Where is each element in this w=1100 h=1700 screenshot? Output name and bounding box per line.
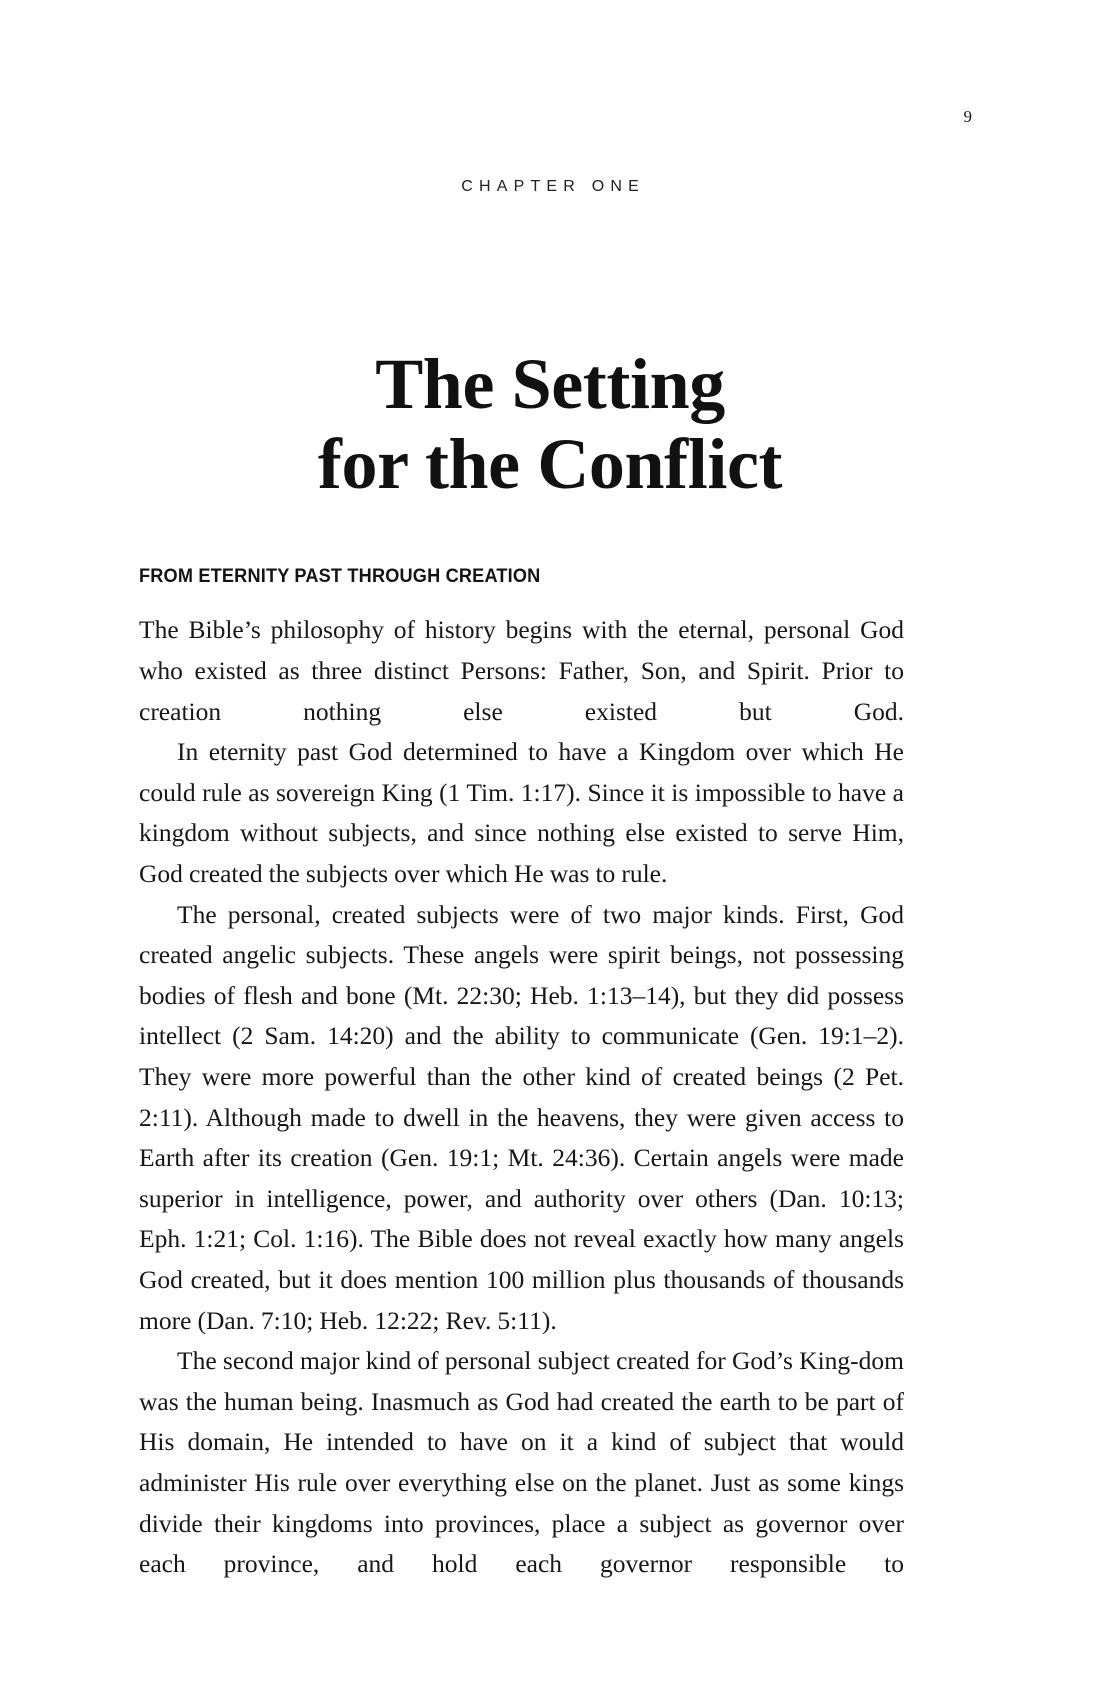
body-paragraph-2: In eternity past God determined to have a Kingdom over which He could rule as sovereign King (1 Tim. 1:17). Since it is impossible to have a kingdom without subjects, and since nothing else existed to serve Him, God created the subjects over which He was to rule.: [139, 737, 904, 888]
body-paragraph-4: The second major kind of personal subject created for God’s King-dom was the human being. Inasmuch as God had created the earth to be part of His domain, He intended to have on it a kind of subject that would administer His rule over everything else on the planet. Just as some kings divide their kingdoms into provinces, place a subject as governor over each province, and hold each governor responsible to: [139, 1346, 904, 1579]
chapter-eyebrow-label: CHAPTER ONE: [461, 178, 645, 195]
text-column: [139, 566, 904, 1585]
body-paragraph-1: The Bible’s philosophy of history begins with the eternal, personal God who existed as three distinct Persons: Father, Son, and Spirit. Prior to creation nothing else existed but God.: [139, 615, 904, 726]
page-title-line-2: for the Conflict: [317, 424, 783, 505]
page-number: 9: [963, 107, 972, 126]
page-title: [0, 344, 1100, 505]
page-title-line-1: The Setting: [375, 344, 725, 425]
section-heading: FROM ETERNITY PAST THROUGH CREATION: [139, 565, 541, 587]
body-paragraph-3: The personal, created subjects were of two major kinds. First, God created angelic subjects. These angels were spirit beings, not possessing bodies of flesh and bone (Mt. 22:30; Heb. 1:13–14), but they did possess intellect (2 Sam. 14:20) and the ability to communicate (Gen. 19:1–2). They were more powerful than the other kind of created beings (2 Pet. 2:11). Although made to dwell in the heavens, they were given access to Earth after its creation (Gen. 19:1; Mt. 24:36). Certain angels were made superior in intelligence, power, and authority over others (Dan. 10:13; Eph. 1:21; Col. 1:16). The Bible does not reveal exactly how many angels God created, but it does mention 100 million plus thousands of thousands more (Dan. 7:10; Heb. 12:22; Rev. 5:11).: [139, 899, 904, 1335]
